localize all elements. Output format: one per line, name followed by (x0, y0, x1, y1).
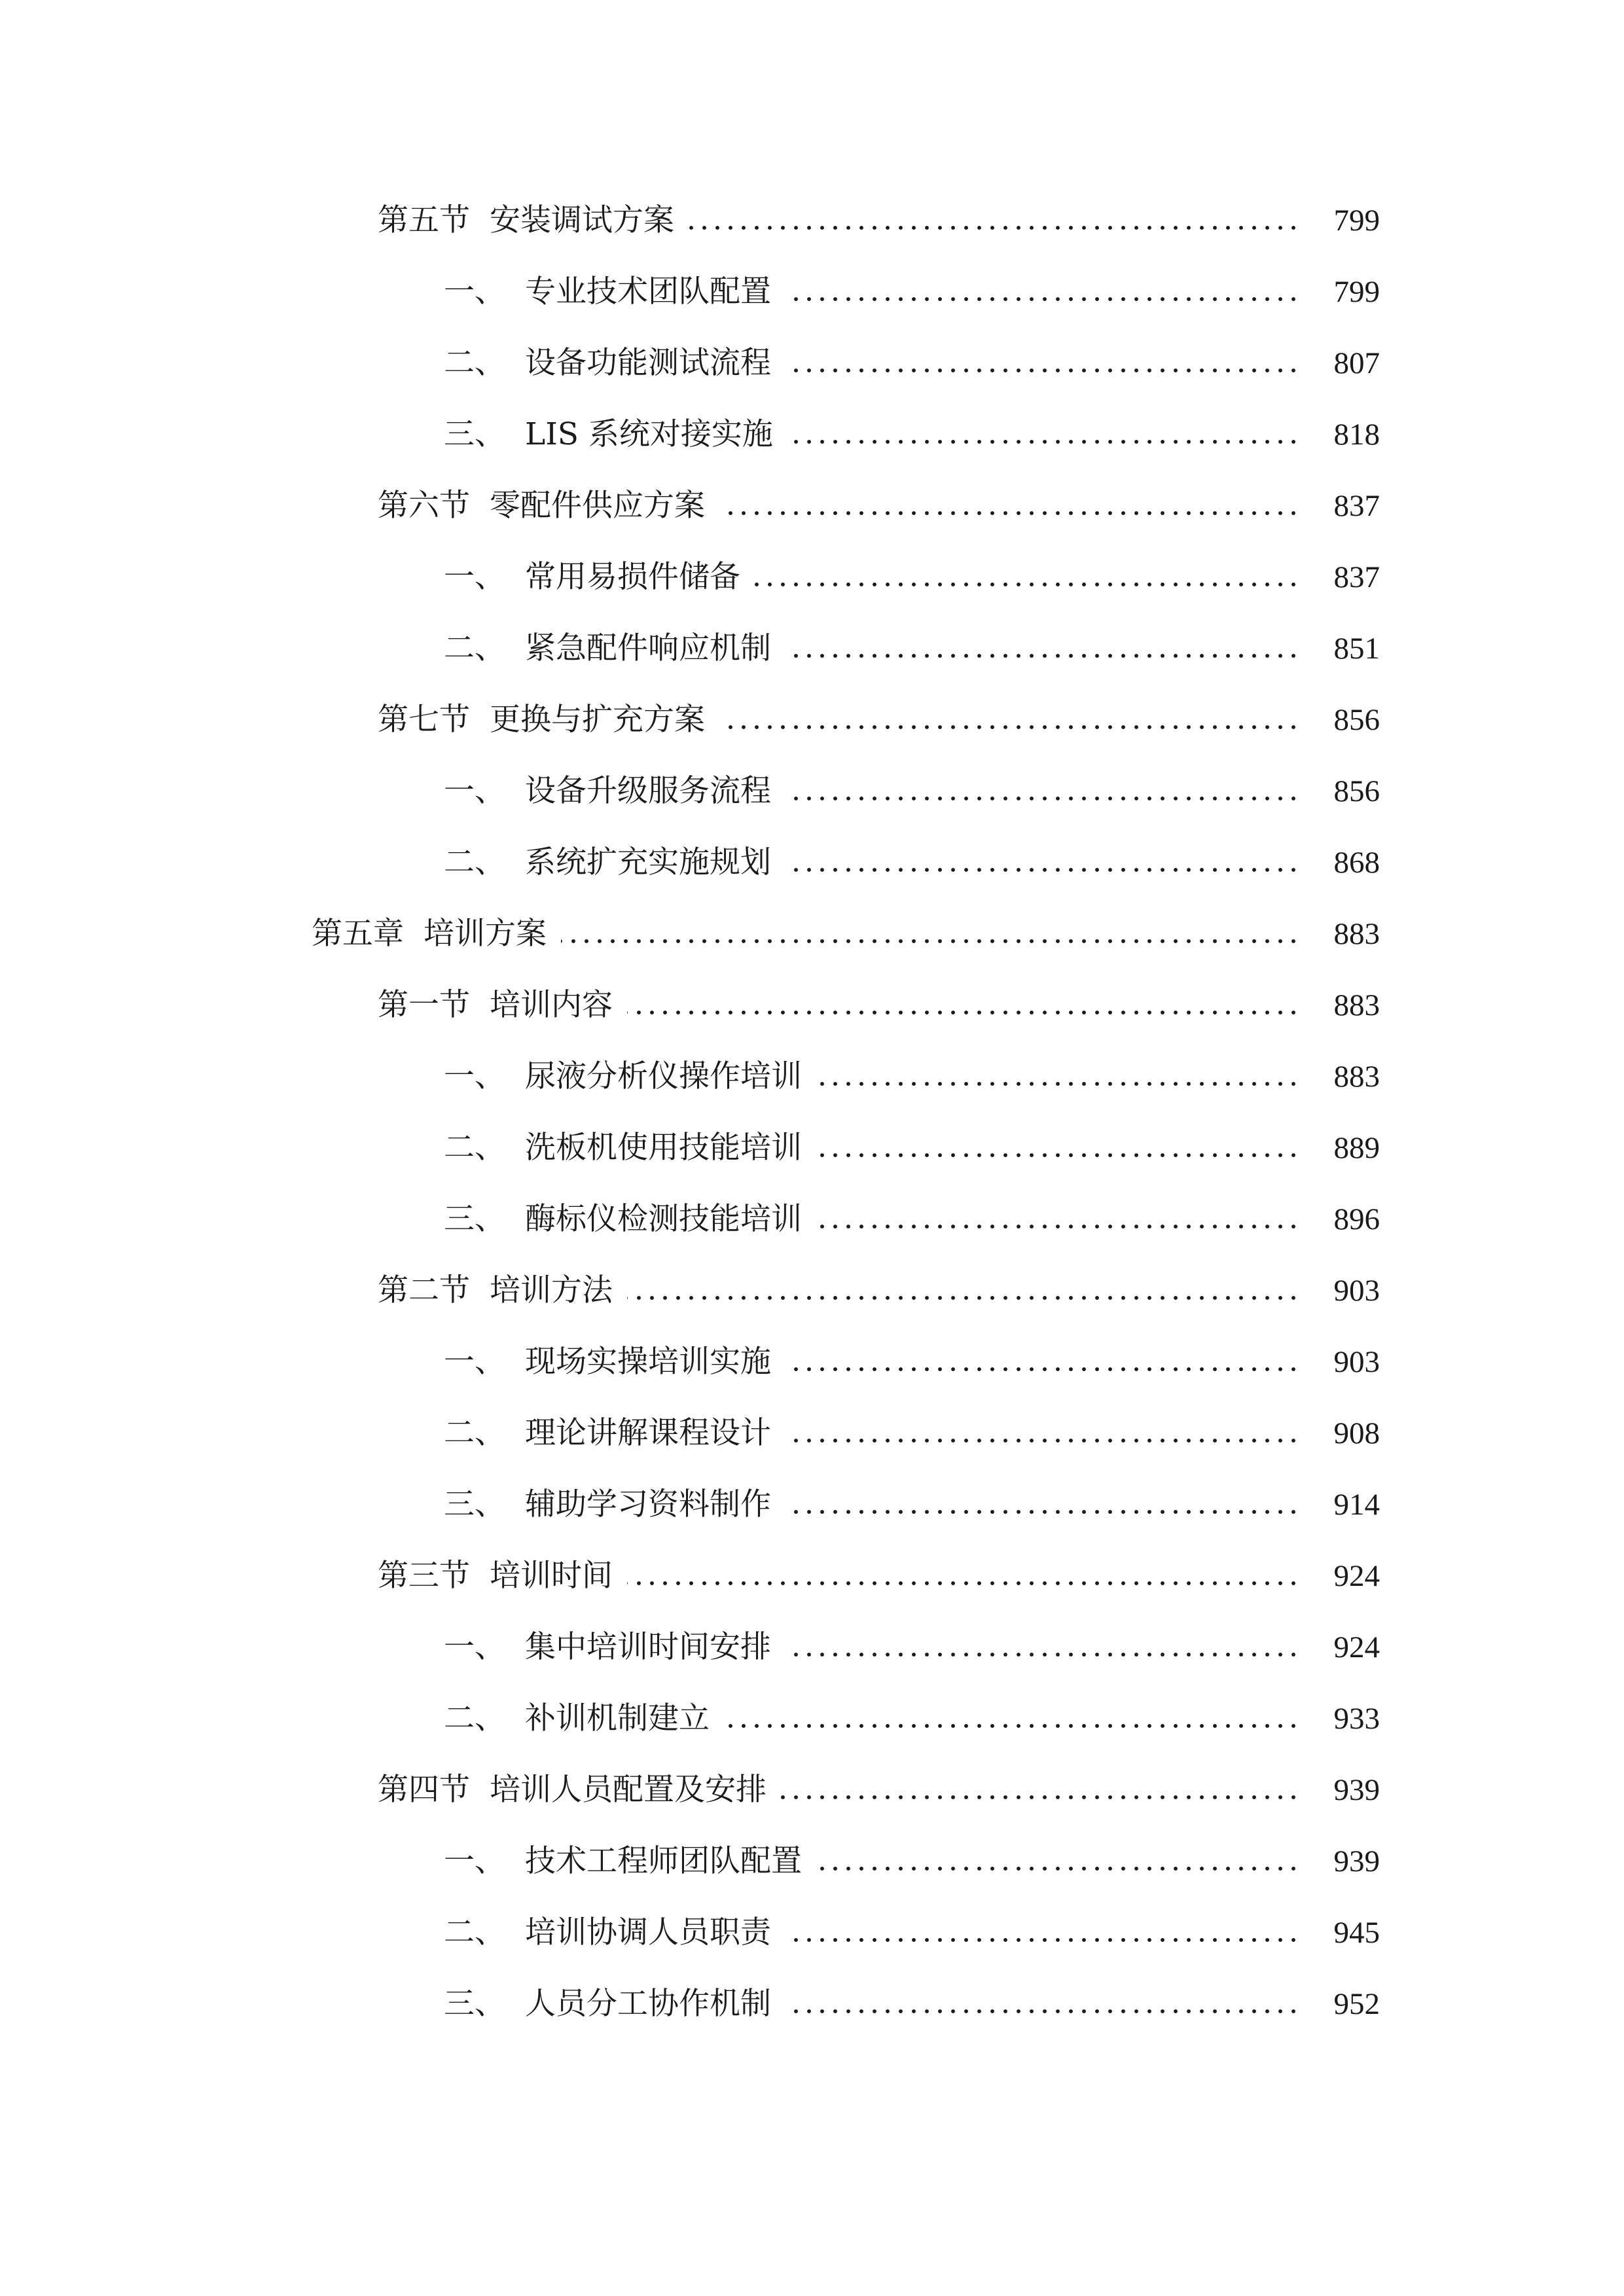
toc-entry[interactable] (378, 979, 1380, 1031)
toc-page-number: 799 (1333, 275, 1380, 309)
toc-page-number: 924 (1333, 1630, 1380, 1664)
toc-entry-number: 一、 (444, 1344, 505, 1380)
toc-entry-title: LIS 系统对接实施 (525, 416, 773, 452)
toc-page-number: 908 (1333, 1416, 1380, 1450)
toc-entry[interactable] (444, 1479, 1380, 1531)
toc-page-number: 799 (1333, 204, 1380, 238)
toc-page-number: 939 (1333, 1773, 1380, 1807)
toc-entry-number: 一、 (444, 1629, 505, 1665)
toc-entry-number: 三、 (444, 1486, 505, 1522)
dot-leader (785, 1507, 1300, 1516)
toc-entry-number: 二、 (444, 1700, 505, 1736)
toc-entry-title: 培训内容 (490, 987, 613, 1023)
dot-leader (627, 1579, 1300, 1588)
toc-entry[interactable] (444, 1122, 1380, 1174)
toc-entry[interactable] (378, 194, 1380, 247)
toc-entry-title: 安装调试方案 (490, 202, 674, 238)
toc-entry-title: 洗板机使用技能培训 (525, 1130, 802, 1166)
toc-entry[interactable] (378, 480, 1380, 532)
toc-entry[interactable] (444, 1336, 1380, 1388)
toc-entry[interactable] (444, 1193, 1380, 1246)
toc-entry-title: 理论讲解课程设计 (525, 1415, 771, 1451)
toc-entry[interactable] (378, 1550, 1380, 1602)
toc-page-number: 868 (1333, 846, 1380, 880)
toc-page-number: 903 (1333, 1274, 1380, 1308)
dot-leader (689, 223, 1300, 232)
dot-leader (816, 1864, 1300, 1873)
toc-entry-number: 二、 (444, 1914, 505, 1950)
toc-entry-title: 尿液分析仪操作培训 (525, 1058, 802, 1094)
dot-leader (627, 1293, 1300, 1302)
dot-leader (785, 2007, 1300, 2016)
toc-page-number: 807 (1333, 346, 1380, 380)
dot-leader (785, 366, 1300, 375)
toc-page-number: 939 (1333, 1844, 1380, 1878)
toc-entry-number: 第二节 (378, 1272, 470, 1308)
toc-page-number: 837 (1333, 560, 1380, 594)
toc-entry-title: 培训时间 (490, 1558, 613, 1594)
dot-leader (719, 509, 1300, 518)
toc-entry-title: 零配件供应方案 (490, 488, 705, 524)
toc-entry[interactable] (444, 1407, 1380, 1460)
dot-leader (627, 1008, 1300, 1017)
toc-entry-number: 二、 (444, 1415, 505, 1451)
toc-entry-number: 一、 (444, 773, 505, 809)
dot-leader (816, 1151, 1300, 1160)
toc-page-number: 883 (1333, 988, 1380, 1022)
toc-entry-number: 第三节 (378, 1558, 470, 1594)
toc-entry-title: 补训机制建立 (525, 1700, 710, 1736)
toc-entry-number: 一、 (444, 1058, 505, 1094)
dot-leader (561, 937, 1300, 946)
toc-entry-title: 设备功能测试流程 (525, 345, 771, 381)
dot-leader (781, 1793, 1300, 1802)
toc-entry[interactable] (444, 622, 1380, 675)
toc-entry-title: 系统扩充实施规划 (525, 844, 771, 880)
toc-page-number: 851 (1333, 632, 1380, 666)
toc-page-number: 933 (1333, 1702, 1380, 1736)
dot-leader (785, 295, 1300, 304)
toc-entry-title: 集中培训时间安排 (525, 1629, 771, 1665)
toc-entry[interactable] (444, 551, 1380, 603)
dot-leader (785, 1935, 1300, 1945)
toc-page-number: 818 (1333, 418, 1380, 452)
toc-entry-number: 第五节 (378, 202, 470, 238)
toc-entry[interactable] (444, 1978, 1380, 2030)
toc-page-number: 856 (1333, 774, 1380, 808)
toc-entry-number: 第五章 (312, 916, 404, 952)
toc-page-number: 903 (1333, 1345, 1380, 1379)
toc-entry[interactable] (444, 1050, 1380, 1103)
toc-entry-title: 设备升级服务流程 (525, 773, 771, 809)
toc-entry-number: 二、 (444, 630, 505, 666)
toc-entry-number: 三、 (444, 416, 505, 452)
toc-entry[interactable] (444, 836, 1380, 889)
toc-page-number: 945 (1333, 1916, 1380, 1950)
toc-entry[interactable] (444, 1621, 1380, 1674)
dot-leader (724, 1721, 1300, 1731)
dot-leader (816, 1079, 1300, 1088)
toc-entry-title: 辅助学习资料制作 (525, 1486, 771, 1522)
toc-entry[interactable] (444, 1693, 1380, 1745)
toc-entry[interactable] (444, 408, 1380, 461)
toc-entry-number: 一、 (444, 1843, 505, 1879)
toc-entry-title: 培训人员配置及安排 (490, 1772, 767, 1808)
dot-leader (785, 1436, 1300, 1445)
toc-entry-number: 三、 (444, 1986, 505, 2022)
toc-entry-number: 三、 (444, 1201, 505, 1237)
toc-entry-number: 一、 (444, 559, 505, 595)
toc-entry-title: 人员分工协作机制 (525, 1986, 771, 2022)
dot-leader (719, 723, 1300, 732)
toc-entry-title: 酶标仪检测技能培训 (525, 1201, 802, 1237)
dot-leader (785, 651, 1300, 660)
toc-entry-number: 二、 (444, 345, 505, 381)
toc-entry-number: 一、 (444, 274, 505, 310)
toc-entry-title: 紧急配件响应机制 (525, 630, 771, 666)
dot-leader (785, 1650, 1300, 1659)
toc-page-number: 883 (1333, 1060, 1380, 1094)
toc-entry[interactable] (378, 1265, 1380, 1317)
toc-entry-title: 技术工程师团队配置 (525, 1843, 802, 1879)
toc-entry[interactable] (444, 765, 1380, 817)
toc-entry-title: 现场实操培训实施 (525, 1344, 771, 1380)
toc-entry[interactable] (444, 1907, 1380, 1959)
toc-entry-title: 常用易损件储备 (525, 559, 740, 595)
toc-page-number: 883 (1333, 917, 1380, 951)
toc-entry[interactable] (444, 337, 1380, 389)
toc-entry-number: 第七节 (378, 702, 470, 738)
toc-entry-title: 更换与扩充方案 (490, 702, 705, 738)
dot-leader (785, 865, 1300, 874)
toc-entry[interactable] (444, 1835, 1380, 1888)
toc-entry-title: 专业技术团队配置 (525, 274, 771, 310)
toc-page-number: 896 (1333, 1202, 1380, 1236)
toc-page-number: 914 (1333, 1488, 1380, 1522)
toc-page-number: 924 (1333, 1559, 1380, 1593)
toc-entry-number: 第四节 (378, 1772, 470, 1808)
toc-entry-number: 第一节 (378, 987, 470, 1023)
toc-entry-number: 二、 (444, 1130, 505, 1166)
dot-leader (816, 1222, 1300, 1231)
toc-page-number: 837 (1333, 489, 1380, 523)
toc-entry-number: 二、 (444, 844, 505, 880)
toc-entry-number: 第六节 (378, 488, 470, 524)
toc-page-number: 856 (1333, 703, 1380, 737)
dot-leader (755, 580, 1300, 589)
toc-entry[interactable] (312, 908, 1380, 960)
dot-leader (785, 1365, 1300, 1374)
toc-entry[interactable] (444, 266, 1380, 318)
toc-entry-title: 培训方案 (424, 916, 547, 952)
dot-leader (787, 437, 1300, 446)
dot-leader (785, 794, 1300, 803)
toc-page-number: 889 (1333, 1131, 1380, 1165)
toc-page-number: 952 (1333, 1987, 1380, 2021)
toc-entry-title: 培训协调人员职责 (525, 1914, 771, 1950)
toc-entry[interactable] (378, 694, 1380, 746)
toc-entry-title: 培训方法 (490, 1272, 613, 1308)
toc-entry[interactable] (378, 1764, 1380, 1816)
